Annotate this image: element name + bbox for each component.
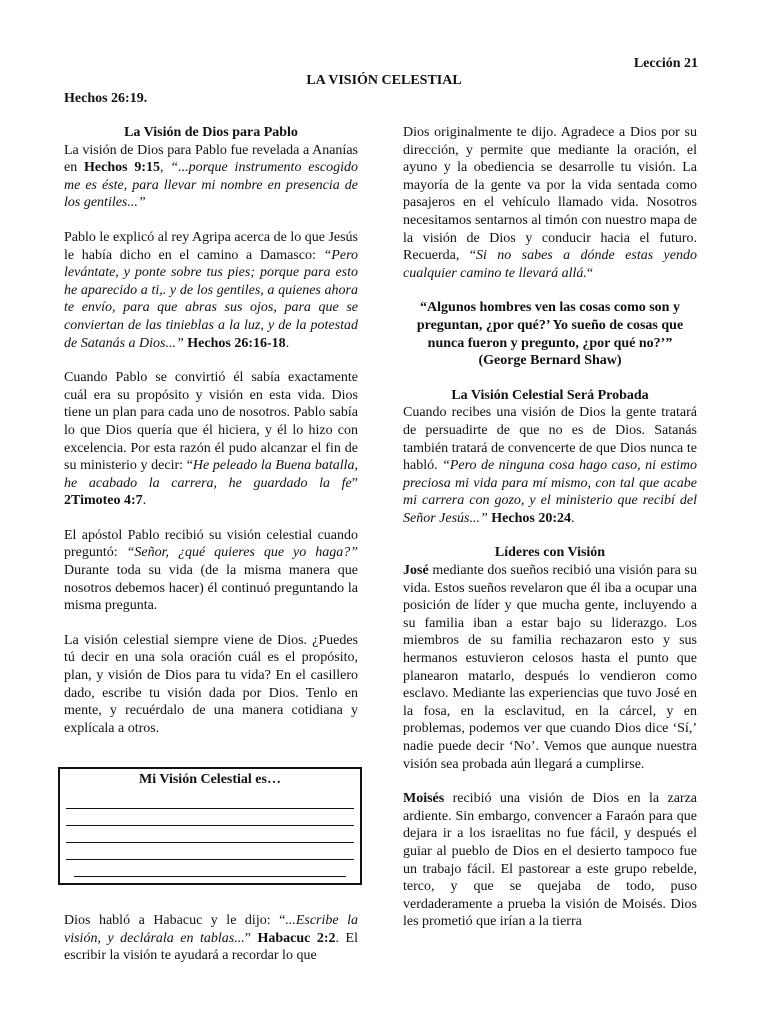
section-heading-vision-pablo: La Visión de Dios para Pablo: [124, 125, 298, 140]
verse-reference: Hechos 26:16-18: [183, 335, 286, 351]
verse-quote: ...Escribe la visión, y declárala en tablas...: [64, 913, 358, 946]
quote-italic: Si no sabes a dónde estas yendo cualquier camino te llevará allá.: [403, 248, 697, 281]
paragraph-heavenly-vision: La visión celestial siempre viene de Dios. ¿Puedes tú decir en una sola oración cuál es el propósito, plan, y visión de Dios para tu vida? En el casillero dado, escribe tu visión dada por Dios. Tenlo en mente, y recuérdalo de una manera cotidiana y explícala a otros.: [64, 632, 358, 736]
paragraph-agripa: [64, 229, 358, 352]
text: La visión de Dios para Pablo fue revelada a Ananías en: [64, 142, 358, 176]
paragraph-apostle: [64, 527, 358, 615]
writing-line[interactable]: [66, 826, 354, 843]
left-column: [64, 124, 358, 754]
scripture-reference: Hechos 26:19.: [64, 91, 148, 106]
section-heading-tested: La Visión Celestial Será Probada: [451, 387, 649, 403]
verse-quote: “Pero levántate, y ponte sobre tus pies; porque para esto he aparecido a ti,. y de los gentiles, a quienes ahora te envío, para que abras sus ojos, para que se conviertan de las tinieblas a la luz, y de la potestad de Satanás a Dios...”: [64, 247, 358, 351]
text: .: [142, 493, 147, 509]
paragraph-jose: [403, 562, 697, 773]
text: Pablo le explicó al rey Agripa acerca de lo que Jesús le había dicho en el camino a Damasco:: [64, 229, 358, 263]
verse-quote: “Pero de ninguna cosa hago caso, ni estimo preciosa mi vida para mí mismo, con tal que acabe mi carrera con gozo, y el ministerio que recibí del Señor Jesús...”: [403, 458, 698, 526]
text: Cuando recibes una visión de Dios la gente tratará de persuadirte de que no es de Dios. Satanás también tratará de convencerte de que Dios nunca te habló.: [403, 405, 697, 474]
text: ,: [160, 160, 171, 176]
text: .: [571, 510, 575, 526]
text: El apóstol Pablo recibió su visión celestial cuando preguntó:: [64, 527, 358, 561]
paragraph-moises: [403, 790, 697, 931]
quote-text: “Algunos hombres ven las cosas como son y preguntan, ¿por qué?’ Yo sueño de cosas que nunca fueron y pregunto, ¿por qué no?’”: [416, 300, 684, 351]
verse-quote: “Señor, ¿qué quieres que yo haga?”: [126, 545, 358, 561]
text: Cuando Pablo se convirtió él sabía exactamente cuál era su propósito y visión en esta vida. Dios tiene un plan para cada uno de nosotros. Pablo sabía lo que Dios quería que él hiciera, y él lo hizo con excelencia. Por esta razón él pudo alcanzar el fin de su ministerio y decir: “: [64, 370, 358, 474]
vision-writing-box[interactable]: [58, 767, 362, 885]
right-column: [403, 124, 697, 948]
text: recibió una visión de Dios en la zarza ardiente. Sin embargo, convencer a Faraón para que dejara ir a los israelitas no fue fácil, y después el guiar al pueblo de Dios en el desierto tampoco fue un trabajo fácil. El pastorear a este grupo rebelde, terco, y que se quejaba de todo, puso verdaderamente a prueba la visión de Moisés. Dios les prometió que irían a la tierra: [403, 791, 697, 930]
verse-reference: Hechos 20:24: [487, 510, 571, 526]
paragraph-ananias: [64, 142, 358, 212]
verse-reference: 2Timoteo 4:7: [64, 493, 143, 509]
writing-line[interactable]: [74, 860, 346, 877]
page-title: LA VISIÓN CELESTIAL: [306, 73, 462, 88]
text: Dios originalmente te dijo. Agradece a Dios por su dirección, y permite que mediante la oración, el ayuno y la obediencia se desarrolle tu visión. La mayoría de la gente va por la vida sentada como pasajeros en el vehículo llamado vida. Nosotros necesitamos sentarnos al timón con nuestro mapa de la visión de Dios y conducir hacia el futuro. Recuerda, “: [403, 125, 697, 264]
writing-line[interactable]: [66, 792, 354, 809]
text: mediante dos sueños recibió una visión para su vida. Estos sueños revelaron que él iba a ocupar una posición de líder y que mucha gente, incluyendo a su familia iban a estar bajo su liderazgo. Los miembros de su familia rechazaron esto y sus hermanos estuvieron celosos hasta el punto que planearon matarlo, después lo vendieron como esclavo. Mediante las experiencias que tuvo José en la fosa, en la esclavitud, en la cárcel, y en problemas, podemos ver que cuando Dios dice ‘Sí,’ nadie puede decir ‘No’. Vemos que aunque nuestra visión sea probada aún llegará a cumplirse.: [403, 563, 697, 772]
text: ”: [244, 930, 258, 946]
text: Dios habló a Habacuc y le dijo: “: [64, 913, 286, 928]
text: Durante toda su vida (de la misma manera que nosotros debemos hacer) él continuó preguntando la misma pregunta.: [64, 563, 358, 614]
paragraph-conversion: [64, 369, 358, 510]
text: “: [586, 265, 594, 281]
lesson-number: Lección 21: [633, 56, 698, 71]
paragraph-direction: [403, 124, 697, 282]
text: .: [285, 335, 290, 351]
leader-name: Moisés: [403, 791, 445, 807]
text: . El escribir la visión te ayudará a recordar lo que: [64, 930, 358, 964]
quote-author: (George Bernard Shaw): [478, 353, 622, 369]
shaw-quote: [403, 299, 697, 369]
verse-quote: “...porque instrumento escogido me es éste, para llevar mi nombre en presencia de los gentiles...”: [64, 160, 358, 211]
leader-name: José: [403, 563, 429, 579]
box-title: Mi Visión Celestial es…: [139, 772, 281, 787]
paragraph-tested: [403, 404, 697, 527]
paragraph-habacuc: [64, 912, 358, 965]
verse-quote: He peleado la Buena batalla, he acabado la carrera, he guardado la fe: [64, 458, 358, 491]
writing-line[interactable]: [66, 843, 354, 860]
verse-reference: Habacuc 2:2: [257, 930, 336, 946]
verse-reference: Hechos 9:15: [84, 160, 161, 176]
text: ”: [351, 475, 358, 491]
section-heading-leaders: Líderes con Visión: [494, 545, 606, 561]
writing-line[interactable]: [66, 809, 354, 826]
